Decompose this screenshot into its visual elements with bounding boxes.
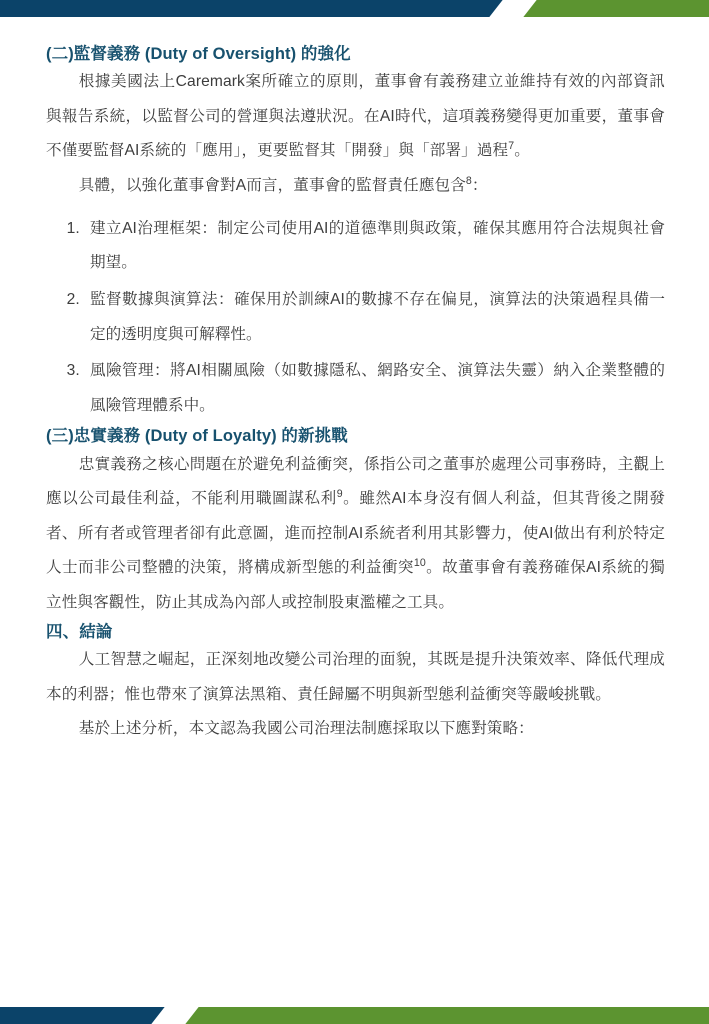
footnote-ref-7: 7 bbox=[508, 140, 515, 153]
heading-duty-of-loyalty: (三)忠實義務 (Duty of Loyalty) 的新挑戰 bbox=[46, 427, 348, 446]
list-item: 1. 建立AI治理框架：制定公司使用AI的道德準則與政策，確保其應用符合法規與社會期望。 bbox=[84, 212, 665, 281]
footnote-ref-10: 10 bbox=[413, 557, 426, 570]
paragraph-loyalty-body bbox=[46, 448, 665, 621]
paragraph-oversight-principle-text-a: 根據美國法上Caremark案所確立的原則，董事會有義務建立並維持有效的內部資訊與報告系統，以監督公司的營運與法遵狀況。在AI時代，這項義務變得更加重要，董事會不僅要監督AI系統的「應用」，更要監督其「開發」與「部署」過程 bbox=[46, 73, 665, 160]
paragraph-loyalty-text-a: 忠實義務之核心問題在於避免利益衝突，係指公司之董事於處理公司事務時，主觀上應以公司最佳利益，不能利用職圖謀私利 bbox=[46, 455, 665, 508]
banner-navy-band bbox=[0, 0, 510, 17]
heading-duty-of-oversight: (二)監督義務 (Duty of Oversight) 的強化 bbox=[46, 45, 351, 63]
oversight-duty-list bbox=[46, 212, 665, 424]
banner-green-band bbox=[516, 0, 709, 17]
footnote-ref-8: 8 bbox=[465, 174, 472, 187]
list-item: 3. 風險管理：將AI相關風險（如數據隱私、網路安全、演算法失靈）納入企業整體的風險管理體系中。 bbox=[84, 354, 665, 423]
paragraph-oversight-duties-intro-text-b: ： bbox=[471, 177, 488, 195]
paragraph-oversight-duties-intro-text-a: 具體，以強化董事會對A而言，董事會的監督責任應包含 bbox=[78, 177, 466, 195]
paragraph-oversight-principle bbox=[46, 65, 665, 169]
banner-navy-band bbox=[0, 1007, 172, 1024]
heading-conclusion: 四、結論 bbox=[46, 622, 113, 641]
paragraph-loyalty-text-c: 。故董事會有義務確保AI系統的獨立性與客觀性，防止其成為內部人或控制股東濫權之工具。 bbox=[46, 559, 665, 612]
banner-green-band bbox=[178, 1007, 709, 1024]
list-item: 2. 監督數據與演算法：確保用於訓練AI的數據不存在偏見，演算法的決策過程具備一定的透明度與可解釋性。 bbox=[84, 283, 665, 352]
paragraph-loyalty-text-b: 。雖然AI本身沒有個人利益，但其背後之開發者、所有者或管理者卻有此意圖，進而控制AI系統者利用其影響力，使AI做出有利於特定人士而非公司整體的決策，將構成新型態的利益衝突 bbox=[46, 490, 665, 577]
footnote-ref-9: 9 bbox=[336, 488, 343, 501]
top-decorative-banner bbox=[0, 0, 709, 17]
paragraph-oversight-duties-intro bbox=[46, 169, 665, 204]
paragraph-conclusion-second: 基於上述分析，本文認為我國公司治理法制應採取以下應對策略： bbox=[78, 720, 534, 738]
bottom-decorative-banner bbox=[0, 1007, 709, 1024]
paragraph-oversight-principle-text-b: 。 bbox=[514, 142, 530, 160]
paragraph-conclusion-first: 人工智慧之崛起，正深刻地改變公司治理的面貌，其既是提升決策效率、降低代理成本的利器；惟也帶來了演算法黑箱、責任歸屬不明與新型態利益衝突等嚴峻挑戰。 bbox=[46, 650, 665, 703]
document-page bbox=[0, 17, 709, 1007]
